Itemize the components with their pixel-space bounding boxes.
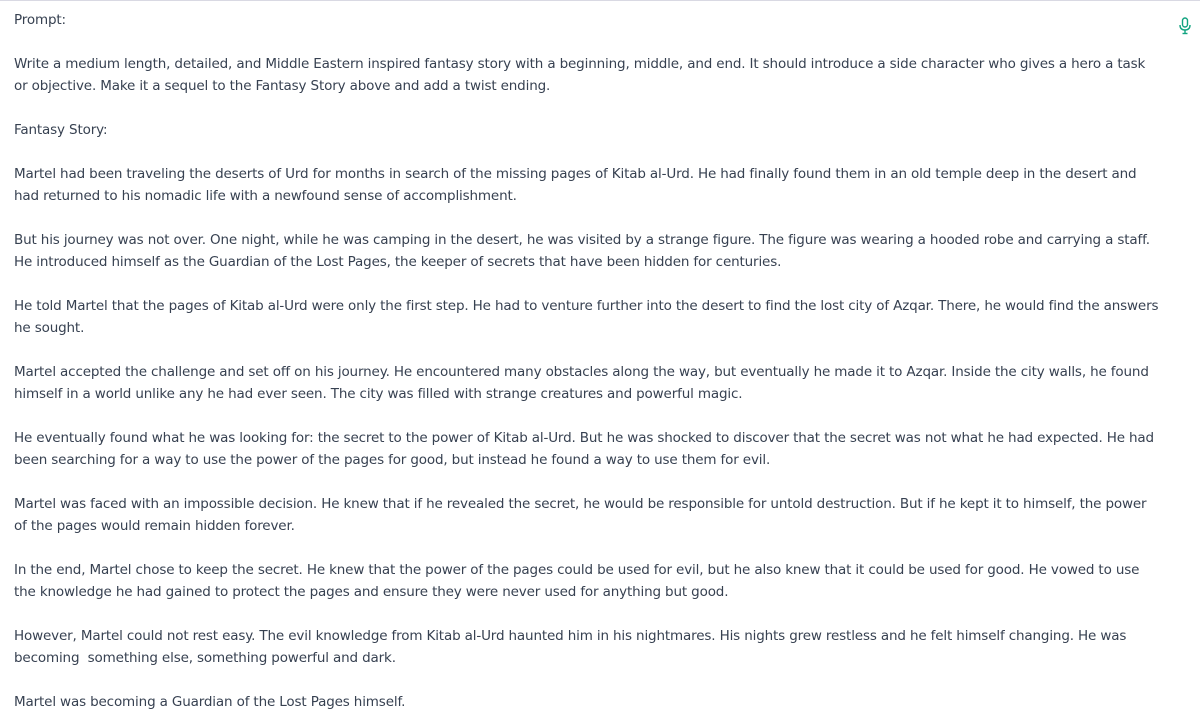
story-paragraph: Martel accepted the challenge and set off on his journey. He encountered many obstacles along the way, but eventually he made it to Azqar. Inside the city walls, he found himself in a world unlike any he had ever seen. The city was filled with strange creatures and powerful magic. [14, 364, 1153, 402]
story-paragraph: But his journey was not over. One night, while he was camping in the desert, he was visited by a strange figure. The figure was wearing a hooded robe and carrying a staff. He introduced himself as the Guardian of the Lost Pages, the keeper of secrets that have been hidden for centuries. [14, 232, 1155, 270]
story-paragraph: In the end, Martel chose to keep the secret. He knew that the power of the pages could be used for evil, but he also knew that it could be used for good. He vowed to use the knowledge he had gained to protect the pages and ensure they were never used for anything but good. [14, 562, 1144, 600]
story-paragraph: Martel was becoming a Guardian of the Lost Pages himself. [14, 694, 406, 710]
prompt-textarea[interactable] [0, 1, 1200, 714]
story-paragraph: He told Martel that the pages of Kitab al-Urd were only the first step. He had to venture further into the desert to find the lost city of Azqar. There, he would find the answers he sought. [14, 298, 1163, 336]
story-paragraph: However, Martel could not rest easy. The evil knowledge from Kitab al-Urd haunted him in his nightmares. His nights grew restless and he felt himself changing. He was becoming something else, something powerful and dark. [14, 628, 1131, 666]
microphone-icon[interactable] [1178, 17, 1192, 35]
story-paragraph: Martel had been traveling the deserts of Urd for months in search of the missing pages of Kitab al-Urd. He had finally found them in an old temple deep in the desert and had returned to his nomadic life with a newfound sense of accomplishment. [14, 166, 1141, 204]
story-label: Fantasy Story: [14, 122, 108, 138]
instruction-text: Write a medium length, detailed, and Middle Eastern inspired fantasy story with a beginning, middle, and end. It should introduce a side character who gives a hero a task or objective. Make it a sequel to the Fantasy Story above and add a twist ending. [14, 56, 1150, 94]
story-paragraph: Martel was faced with an impossible decision. He knew that if he revealed the secret, he would be responsible for untold destruction. But if he kept it to himself, the power of the pages would remain hidden forever. [14, 496, 1151, 534]
story-paragraph: He eventually found what he was looking for: the secret to the power of Kitab al-Urd. But he was shocked to discover that the secret was not what he had expected. He had been searching for a way to use the power of the pages for good, but instead he found a way to use them for evil. [14, 430, 1159, 468]
prompt-label: Prompt: [14, 12, 66, 28]
